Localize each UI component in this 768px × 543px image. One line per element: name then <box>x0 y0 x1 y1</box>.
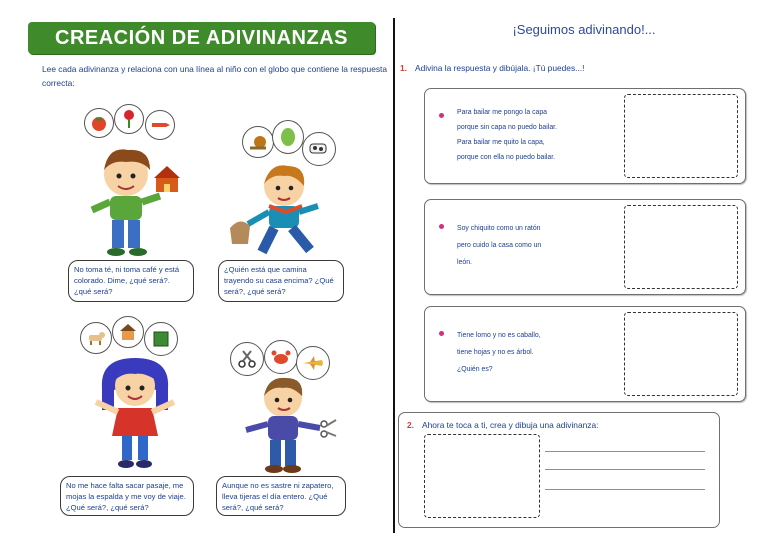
rose-icon <box>114 104 144 134</box>
crayon-icon <box>145 110 175 140</box>
boy-with-house-illustration <box>68 140 188 260</box>
question-2 <box>407 420 598 430</box>
riddle-card-text <box>457 327 541 378</box>
riddle-caption-2: ¿Quién está que camina trayendo su casa encima? ¿Qué será?, ¿qué será? <box>218 260 344 302</box>
riddle-line: Para bailar me quito la capa, <box>457 139 545 146</box>
worksheet-instructions: Lee cada adivinanza y relaciona con una línea al niño con el globo que contiene la respuesta correcta: <box>42 64 388 88</box>
girl-illustration <box>80 352 190 470</box>
dog-icon <box>80 322 112 354</box>
question-2-box <box>398 412 720 528</box>
riddle-caption-4: Aunque no es sastre ni zapatero, lleva tijeras el día entero. ¿Qué será?, ¿qué será? <box>216 476 346 516</box>
boy-with-scissors-illustration <box>228 374 338 474</box>
house-icon <box>112 316 144 348</box>
bullet-icon <box>439 331 444 336</box>
riddle-line: tiene hojas y no es árbol. <box>457 349 534 356</box>
writing-line[interactable] <box>545 469 705 470</box>
riddle-line: Para bailar me pongo la capa <box>457 109 548 116</box>
riddle-line: Tiene lomo y no es caballo, <box>457 332 541 339</box>
writing-line[interactable] <box>545 451 705 452</box>
book-icon <box>144 322 178 356</box>
riddle-line: pero cuido la casa como un <box>457 242 542 249</box>
crab-icon <box>264 340 298 374</box>
lettuce-icon <box>272 120 304 154</box>
writing-line[interactable] <box>545 489 705 490</box>
drawing-area[interactable] <box>624 312 738 396</box>
bullet-icon <box>439 113 444 118</box>
question-1-number: 1. <box>400 63 407 73</box>
riddle-line: porque con ella no puedo bailar. <box>457 154 556 161</box>
tomato-icon <box>84 108 114 138</box>
question-2-number: 2. <box>407 420 414 430</box>
scissors-icon <box>230 342 264 376</box>
riddle-card-2 <box>424 199 746 295</box>
drawing-area[interactable] <box>424 434 540 518</box>
riddle-card-text <box>457 220 541 271</box>
riddle-caption-3: No me hace falta sacar pasaje, me mojas la espalda y me voy de viaje. ¿Qué será?, ¿qué será? <box>60 476 194 516</box>
question-1-text: Adivina la respuesta y dibújala. ¡Tú puedes...! <box>415 63 585 73</box>
snail-icon <box>242 126 274 158</box>
riddle-line: Soy chiquito como un ratón <box>457 225 541 232</box>
riddle-card-1 <box>424 88 746 184</box>
right-title: ¡Seguimos adivinando!... <box>512 22 656 37</box>
boy-running-with-bag-illustration <box>224 160 344 265</box>
bullet-icon <box>439 224 444 229</box>
page-divider <box>393 18 395 533</box>
riddle-line: león. <box>457 259 472 266</box>
worksheet-title: CREACIÓN DE ADIVINANZAS <box>28 22 375 54</box>
drawing-area[interactable] <box>624 205 738 289</box>
drawing-area[interactable] <box>624 94 738 178</box>
question-2-text: Ahora te toca a ti, crea y dibuja una adivinanza: <box>422 420 599 430</box>
riddle-card-text <box>457 105 557 165</box>
riddle-card-3 <box>424 306 746 402</box>
question-1 <box>400 63 584 73</box>
riddle-line: porque sin capa no puedo bailar. <box>457 124 557 131</box>
riddle-caption-1: No toma té, ni toma café y está colorado. Dime, ¿qué será?. ¿qué será? <box>68 260 194 302</box>
riddle-line: ¿Quién es? <box>457 366 493 373</box>
